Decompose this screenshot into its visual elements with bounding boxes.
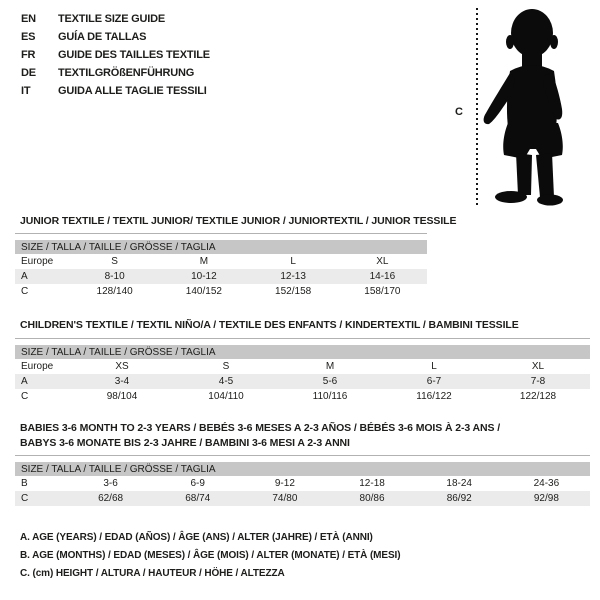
value-cell: 152/158 bbox=[275, 286, 312, 297]
value-cell: 3-4 bbox=[70, 374, 174, 389]
size-cell: XL bbox=[376, 256, 389, 267]
legend-note-age-months: B. AGE (MONTHS) / EDAD (MESES) / ÂGE (MOIS) / ALTER (MONATE) / ETÀ (MESI) bbox=[20, 550, 401, 561]
size-cell: XL bbox=[531, 361, 545, 372]
value-cell: 8-10 bbox=[70, 269, 159, 284]
size-cell: L bbox=[431, 361, 437, 372]
children-size-table bbox=[15, 338, 590, 404]
value-cell: 6-7 bbox=[382, 374, 486, 389]
table-row-europe bbox=[15, 254, 427, 269]
value-cell: 24-36 bbox=[533, 478, 560, 489]
value-cell: 12-18 bbox=[359, 478, 385, 489]
lang-code: EN bbox=[21, 13, 36, 25]
height-measure-dotted-line bbox=[476, 8, 478, 206]
lang-row-de bbox=[21, 64, 210, 82]
size-header-cell: SIZE / TALLA / TAILLE / GRÖSSE / TAGLIA bbox=[15, 345, 590, 359]
babies-size-table bbox=[15, 455, 590, 506]
toddler-silhouette-image bbox=[480, 5, 596, 210]
legend-note-height: C. (cm) HEIGHT / ALTURA / HAUTEUR / HÖHE / ALTEZZA bbox=[20, 568, 285, 579]
lang-label: GUIDE DES TAILLES TEXTILE bbox=[58, 49, 210, 61]
lang-label: GUÍA DE TALLAS bbox=[58, 31, 147, 43]
lang-code: IT bbox=[21, 85, 31, 97]
row-label: C bbox=[15, 491, 67, 506]
value-cell: 9-12 bbox=[274, 478, 295, 489]
row-label: C bbox=[21, 391, 29, 402]
value-cell: 128/140 bbox=[96, 286, 133, 297]
children-table-title: CHILDREN'S TEXTILE / TEXTIL NIÑO/A / TEXTILE DES ENFANTS / KINDERTEXTIL / BAMBINI TESSILE bbox=[20, 319, 519, 331]
row-label: Europe bbox=[21, 256, 54, 267]
lang-code: DE bbox=[21, 67, 36, 79]
value-cell: 92/98 bbox=[503, 491, 590, 506]
lang-label: TEXTILE SIZE GUIDE bbox=[58, 13, 166, 25]
value-cell: 122/128 bbox=[519, 391, 557, 402]
table-row-height bbox=[15, 389, 590, 404]
lang-code: FR bbox=[21, 49, 36, 61]
size-header-cell: SIZE / TALLA / TAILLE / GRÖSSE / TAGLIA bbox=[15, 462, 590, 476]
value-cell: 86/92 bbox=[416, 491, 503, 506]
size-cell: S bbox=[111, 256, 118, 267]
size-header-row bbox=[15, 240, 427, 254]
lang-row-es bbox=[21, 28, 210, 46]
table-row-months bbox=[15, 476, 590, 491]
junior-table-title: JUNIOR TEXTILE / TEXTIL JUNIOR/ TEXTILE JUNIOR / JUNIORTEXTIL / JUNIOR TESSILE bbox=[20, 215, 457, 227]
legend-note-age-years: A. AGE (YEARS) / EDAD (AÑOS) / ÂGE (ANS) / ALTER (JAHRE) / ETÀ (ANNI) bbox=[20, 532, 373, 543]
value-cell: 6-9 bbox=[190, 478, 205, 489]
size-cell: M bbox=[325, 361, 335, 372]
size-cell: L bbox=[290, 256, 296, 267]
value-cell: 62/68 bbox=[67, 491, 154, 506]
lang-row-en bbox=[21, 10, 210, 28]
value-cell: 140/152 bbox=[185, 286, 222, 297]
table-row-europe bbox=[15, 359, 590, 374]
value-cell: 4-5 bbox=[174, 374, 278, 389]
table-row-height bbox=[15, 284, 427, 299]
value-cell: 68/74 bbox=[154, 491, 241, 506]
value-cell: 14-16 bbox=[338, 269, 427, 284]
lang-label: TEXTILGRÖßENFÜHRUNG bbox=[58, 67, 195, 79]
lang-row-it bbox=[21, 82, 210, 100]
table-row-height bbox=[15, 491, 590, 506]
size-cell: S bbox=[222, 361, 230, 372]
size-header-row bbox=[15, 345, 590, 359]
junior-size-table bbox=[15, 233, 427, 299]
value-cell: 116/122 bbox=[416, 391, 452, 402]
row-label: A bbox=[15, 374, 70, 389]
value-cell: 74/80 bbox=[241, 491, 328, 506]
value-cell: 98/104 bbox=[106, 391, 138, 402]
value-cell: 10-12 bbox=[159, 269, 248, 284]
value-cell: 104/110 bbox=[208, 391, 244, 402]
value-cell: 158/170 bbox=[364, 286, 401, 297]
lang-code: ES bbox=[21, 31, 36, 43]
value-cell: 3-6 bbox=[103, 478, 118, 489]
language-list bbox=[21, 10, 210, 100]
row-label: Europe bbox=[21, 361, 54, 372]
size-cell: M bbox=[199, 256, 209, 267]
babies-table-title-line2: BABYS 3-6 MONATE BIS 2-3 JAHRE / BAMBINI 3-6 MESI A 2-3 ANNI bbox=[20, 437, 350, 449]
size-cell: XS bbox=[115, 361, 129, 372]
value-cell: 12-13 bbox=[249, 269, 338, 284]
row-label: B bbox=[21, 478, 28, 489]
size-header-cell: SIZE / TALLA / TAILLE / GRÖSSE / TAGLIA bbox=[15, 240, 427, 254]
value-cell: 110/116 bbox=[312, 391, 348, 402]
babies-table-title-line1: BABIES 3-6 MONTH TO 2-3 YEARS / BEBÉS 3-6 MESES A 2-3 AÑOS / BÉBÉS 3-6 MOIS À 2-3 ANS / bbox=[20, 422, 501, 434]
value-cell: 18-24 bbox=[446, 478, 472, 489]
lang-label: GUIDA ALLE TAGLIE TESSILI bbox=[58, 85, 207, 97]
size-header-row bbox=[15, 462, 590, 476]
lang-row-fr bbox=[21, 46, 210, 64]
table-row-age bbox=[15, 269, 427, 284]
value-cell: 5-6 bbox=[278, 374, 382, 389]
value-cell: 80/86 bbox=[328, 491, 415, 506]
table-row-age bbox=[15, 374, 590, 389]
baby-head bbox=[511, 9, 553, 57]
value-cell: 7-8 bbox=[486, 374, 590, 389]
row-label: A bbox=[15, 269, 70, 284]
row-label: C bbox=[21, 286, 29, 297]
height-marker-label: C bbox=[455, 106, 463, 118]
